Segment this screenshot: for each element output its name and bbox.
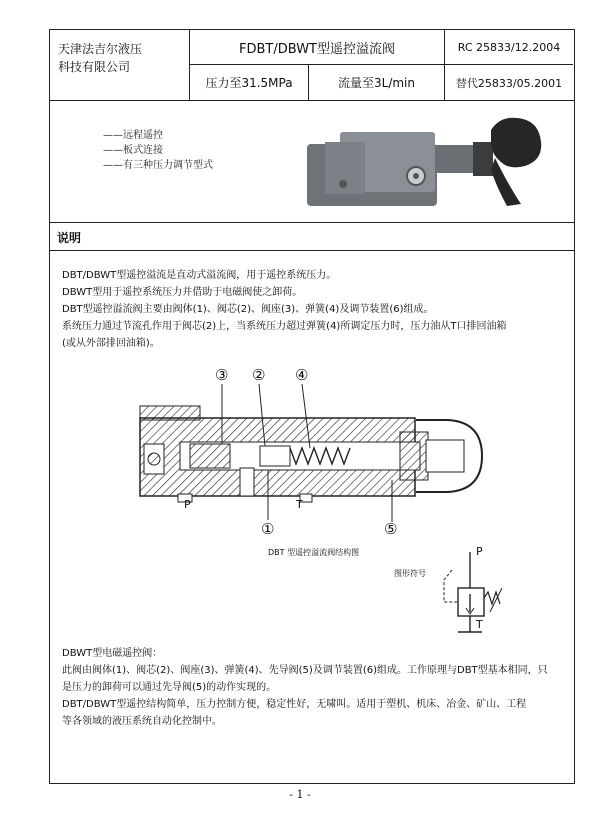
valve-cross-section-diagram	[120, 358, 500, 558]
list-item: ——有三种压力调节型式	[103, 160, 213, 171]
list-item: ——远程遥控	[103, 130, 163, 141]
section-rule	[49, 250, 574, 251]
company-name: 天津法吉尔液压 科技有限公司	[58, 42, 143, 74]
list-item: ——板式连接	[103, 145, 163, 156]
symbol-t-label: T	[476, 618, 483, 631]
callout-4: ④	[295, 366, 309, 384]
symbol-p-label: P	[476, 545, 483, 558]
callout-5: ⑤	[384, 520, 398, 538]
callout-3: ③	[215, 366, 229, 384]
port-p-label: P	[184, 498, 191, 511]
symbol-label: 图形符号	[394, 569, 426, 578]
description-text: DBT/DBWT型遥控溢流是直动式溢流阀，用于遥控系统压力。 DBWT型用于遥控系统压力并借助于电磁阀使之卸荷。 DBT型遥控溢流阀主要由阀体(1)、阀芯(2)、阀座(3)、弹簧(4)及调节装置(6)组成。 系统压力通过节流孔作用于阀芯(2)上，当系统压力超过弹簧(4)所调定压力时，压力油从T口排回油箱 (或从外部排回油箱)。	[62, 270, 507, 349]
dbwt-section: DBWT型电磁遥控阀： 此阀由阀体(1)、阀芯(2)、阀座(3)、弹簧(4)、先导阀(5)及调节装置(6)组成。工作原理与DBT型基本相同，只 是压力的卸荷可以通过先导阀(5)的动作实现的。 DBT/DBWT型遥控结构简单，压力控制方便，稳定性好，无啸叫。适用于塑机、机床、冶金、矿山、工程 等各领域的液压系统自动化控制中。	[62, 645, 567, 730]
doc-code: RC 25833/12.2004	[457, 40, 561, 54]
port-t-label: T	[296, 498, 303, 511]
doc-title: FDBT/DBWT型遥控溢流阀	[239, 41, 395, 57]
dbwt-heading: DBWT型电磁遥控阀：	[62, 648, 163, 659]
section-title: 说明	[57, 231, 82, 245]
callout-2: ②	[252, 366, 266, 384]
replaces-code: 替代25833/05.2001	[455, 76, 563, 90]
callout-1: ①	[261, 520, 275, 538]
pressure-spec: 压力至31.5MPa	[205, 76, 293, 90]
diagram-caption: DBT 型遥控溢流阀结构图	[268, 548, 360, 557]
hydraulic-symbol	[430, 550, 510, 640]
flow-spec: 流量至3L/min	[338, 76, 415, 90]
valve-product-photo	[295, 112, 555, 212]
page-number: - 1 -	[289, 788, 311, 801]
feature-list	[103, 128, 213, 173]
section-rule	[49, 222, 574, 223]
header-bottom-rule	[49, 100, 574, 101]
